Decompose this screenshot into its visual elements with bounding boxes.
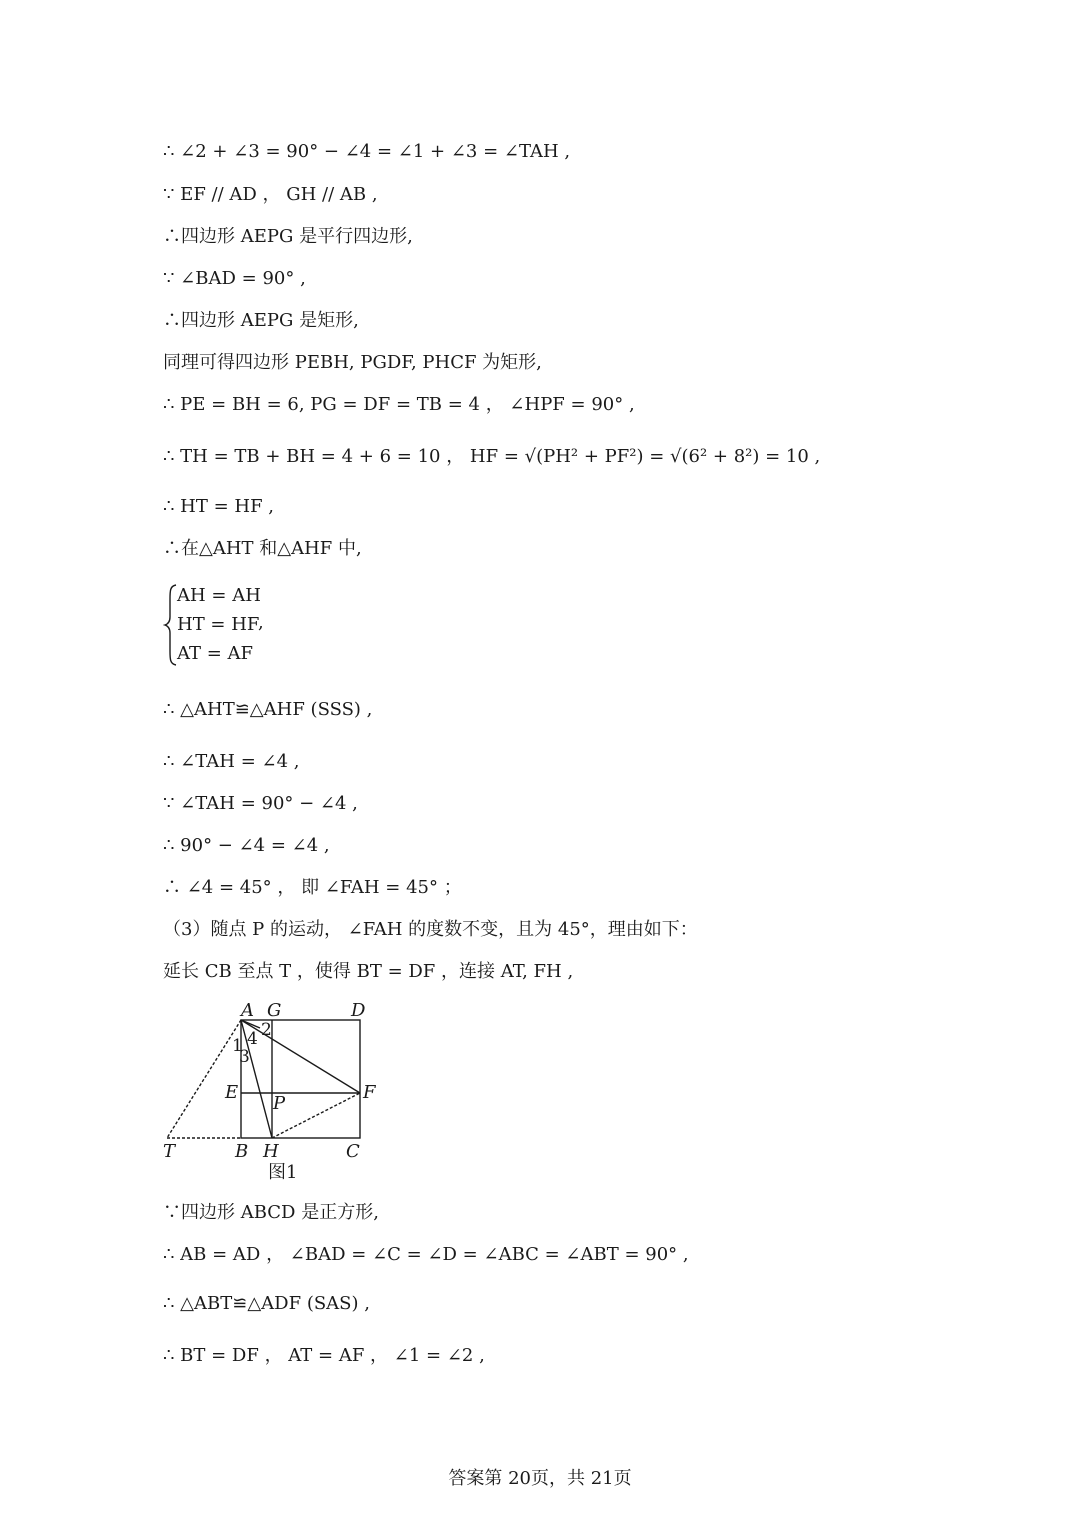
segment-hf [272, 1093, 360, 1138]
line-6: 同理可得四边形 PEBH, PGDF, PHCF 为矩形, [163, 352, 542, 373]
angle-label-1: 1 [232, 1036, 243, 1056]
vertex-h: H [263, 1141, 279, 1162]
angle-label-3: 3 [239, 1047, 250, 1067]
line-7: ∴ PE = BH = 6, PG = DF = TB = 4 ， ∠HPF = 90° , [163, 394, 635, 415]
line-21: ∴ BT = DF ， AT = AF ， ∠1 = ∠2 , [163, 1345, 485, 1366]
line-16: （3）随点 P 的运动， ∠FAH 的度数不变，且为 45°，理由如下： [163, 919, 698, 940]
system-eq-3: AT = AF [177, 643, 254, 664]
line-11: ∴ △AHT≌△AHF (SSS) , [163, 699, 373, 720]
line-18: ∵四边形 ABCD 是正方形, [163, 1202, 379, 1223]
line-20: ∴ △ABT≌△ADF (SAS) , [163, 1293, 370, 1314]
line-14: ∴ 90° − ∠4 = ∠4 , [163, 835, 330, 856]
vertex-d: D [351, 1000, 366, 1021]
system-comma: , [258, 612, 264, 633]
segment-at [167, 1020, 241, 1138]
line-12: ∴ ∠TAH = ∠4 , [163, 751, 300, 772]
line-15: ∴ ∠4 = 45° ， 即 ∠FAH = 45° ； [163, 877, 462, 898]
square-abcd [241, 1020, 360, 1138]
line-9: ∴ HT = HF , [163, 496, 275, 517]
angle-label-2: 2 [261, 1020, 272, 1040]
system-eq-1: AH = AH [177, 585, 261, 606]
line-5: ∴四边形 AEPG 是矩形, [163, 310, 359, 331]
vertex-t: T [163, 1141, 176, 1162]
geometry-figure [155, 998, 395, 1163]
line-10: ∴在△AHT 和△AHF 中, [163, 538, 362, 559]
vertex-e: E [225, 1082, 239, 1103]
line-19: ∴ AB = AD ， ∠BAD = ∠C = ∠D = ∠ABC = ∠ABT = 90° , [163, 1244, 689, 1265]
line-4: ∵ ∠BAD = 90° , [163, 268, 306, 289]
vertex-a: A [241, 1000, 254, 1021]
system-eq-2: HT = HF [177, 614, 260, 635]
angle-label-4: 4 [247, 1029, 258, 1049]
line-2: ∵ EF // AD ， GH // AB , [163, 184, 378, 205]
page-footer: 答案第 20页，共 21页 [448, 1468, 632, 1489]
segment-af [241, 1020, 360, 1093]
line-1: ∴ ∠2 + ∠3 = 90° − ∠4 = ∠1 + ∠3 = ∠TAH , [163, 141, 571, 162]
line-17: 延长 CB 至点 T ，使得 BT = DF ，连接 AT, FH , [163, 961, 574, 982]
vertex-g: G [267, 1000, 282, 1021]
vertex-f: F [363, 1082, 376, 1103]
line-8: ∴ TH = TB + BH = 4 + 6 = 10 ， HF = √(PH² + PF²) = √(6² + 8²) = 10 , [163, 446, 821, 467]
line-13: ∵ ∠TAH = 90° − ∠4 , [163, 793, 358, 814]
vertex-c: C [346, 1141, 360, 1162]
segment-a-g-diag [241, 1020, 260, 1028]
figure-caption: 图1 [268, 1162, 298, 1183]
line-3: ∴四边形 AEPG 是平行四边形, [163, 226, 413, 247]
vertex-p: P [273, 1093, 286, 1114]
vertex-b: B [235, 1141, 249, 1162]
